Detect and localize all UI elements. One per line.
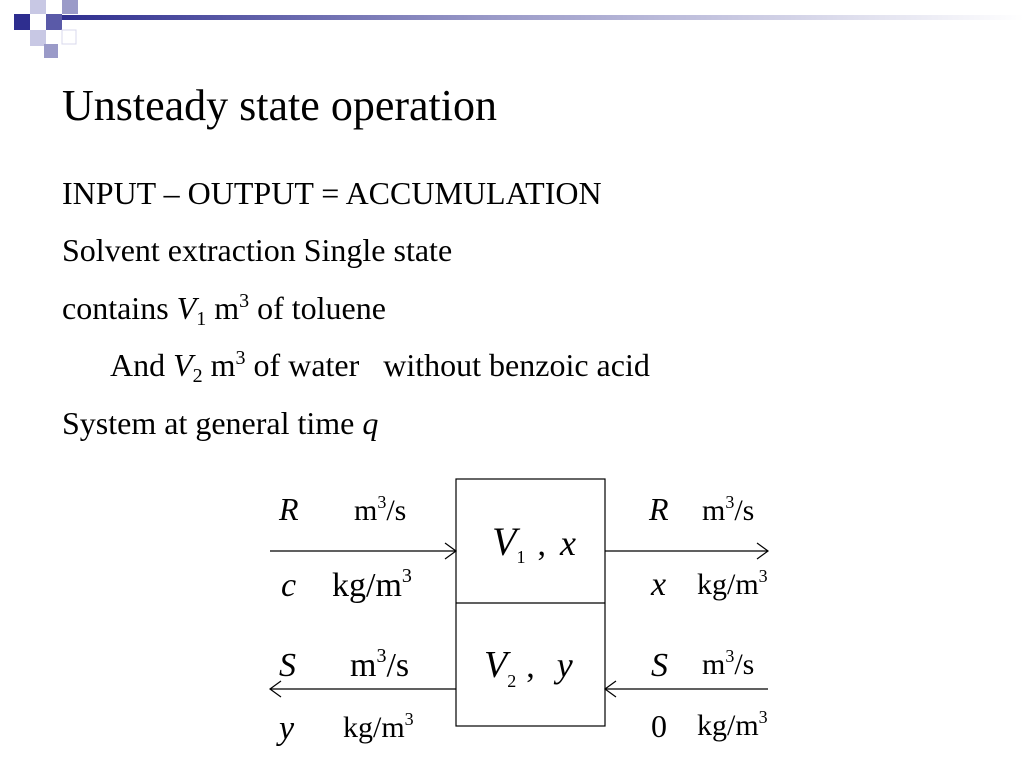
- top-right-conc-unit: $kg/m^3$: [697, 566, 768, 601]
- bottom-left-conc-unit: $kg/m^3$: [343, 709, 414, 744]
- lower-phase-label: $V_2$ , y: [484, 644, 573, 691]
- line4-pre: And: [110, 347, 174, 383]
- line5-pre: System at general time: [62, 405, 363, 441]
- bottom-right-flow-var: S: [651, 647, 668, 684]
- top-left-flow-unit: $m^3/s$: [354, 492, 407, 527]
- bottom-right-flow-unit: $m^3/s$: [702, 646, 755, 681]
- bottom-right-conc-unit: $kg/m^3$: [697, 707, 768, 742]
- bottom-left-flow-unit: $m^3/s$: [350, 645, 410, 684]
- line4-sub: 2: [192, 365, 203, 387]
- slide-title: Unsteady state operation: [62, 81, 497, 130]
- line3-unit: m: [206, 290, 240, 326]
- top-left-conc-var: c: [281, 567, 297, 604]
- top-right-flow-unit: $m^3/s$: [702, 492, 755, 527]
- line3-var: V: [176, 290, 197, 326]
- top-left-conc-unit: $kg/m^3$: [332, 565, 412, 604]
- body-line-balance: INPUT – OUTPUT = ACCUMULATION: [62, 175, 602, 211]
- line4-sup: 3: [235, 347, 246, 369]
- top-left-flow-var: R: [279, 491, 299, 527]
- line3-pre: contains: [62, 290, 177, 326]
- bottom-right-conc-var: 0: [651, 708, 667, 744]
- line4-post: of water without benzoic acid: [245, 347, 650, 383]
- line3-post: of toluene: [249, 290, 386, 326]
- bottom-left-conc-var: y: [279, 710, 295, 747]
- line5-var: q: [362, 405, 379, 441]
- line3-sub: 1: [196, 308, 207, 330]
- line3-sup: 3: [239, 290, 250, 312]
- body-line-extraction: Solvent extraction Single state: [62, 232, 453, 268]
- line4-unit: m: [202, 347, 236, 383]
- bottom-left-flow-var: S: [279, 647, 296, 684]
- upper-phase-label: $V_1$ , x: [492, 519, 576, 567]
- top-right-flow-var: R: [649, 491, 669, 527]
- top-right-conc-var: x: [651, 566, 667, 603]
- line4-var: V: [173, 347, 193, 383]
